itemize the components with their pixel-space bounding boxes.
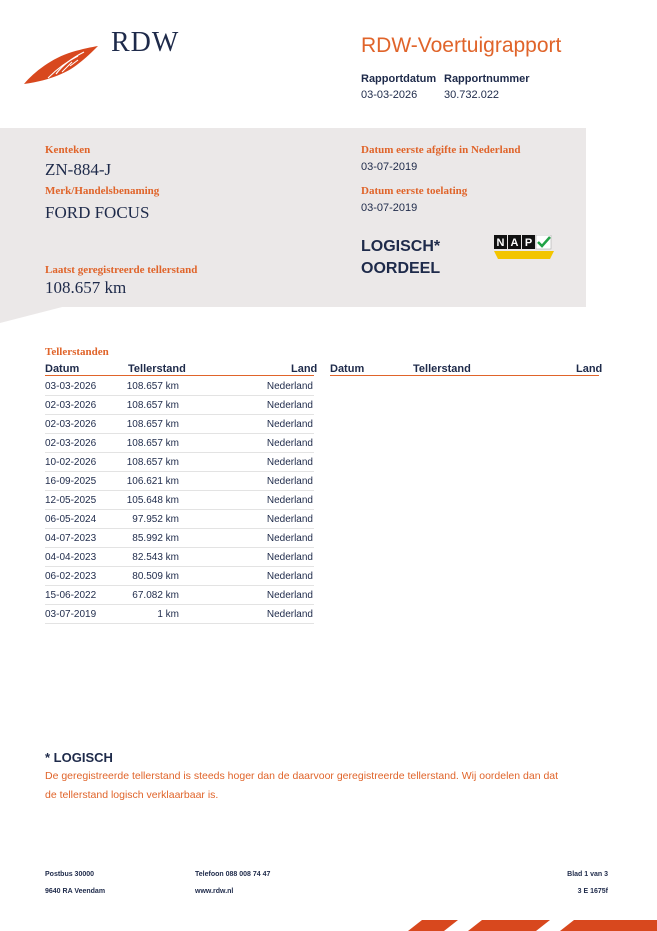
row-odometer: 85.992 km: [132, 533, 179, 544]
table-row: [45, 567, 314, 586]
table-row: [45, 586, 314, 605]
row-odometer: 80.509 km: [132, 571, 179, 582]
first-admission-value: 03-07-2019: [361, 202, 418, 214]
row-odometer: 108.657 km: [126, 457, 179, 468]
col-date-header: Datum: [45, 363, 80, 375]
decorative-stripes: [400, 920, 657, 931]
footer-phone: Telefoon 088 008 74 47: [195, 871, 271, 878]
row-country: Nederland: [266, 533, 313, 544]
row-country: Nederland: [266, 609, 313, 620]
row-country: Nederland: [266, 590, 313, 601]
note-text: De geregistreerde tellerstand is steeds hoger dan de daarvoor geregistreerde tellerstand. Wij oordelen dan dat de tellerstand logisch verklaarbaar is.: [45, 770, 559, 801]
row-odometer: 82.543 km: [132, 552, 179, 563]
readings-title: Tellerstanden: [45, 346, 109, 358]
nap-letter-n: N: [496, 237, 505, 249]
first-issue-label: Datum eerste afgifte in Nederland: [361, 144, 521, 156]
plate-label: Kenteken: [45, 144, 91, 156]
row-date: 02-03-2026: [45, 400, 97, 411]
row-odometer: 108.657 km: [126, 381, 179, 392]
table2-header-rule: [330, 375, 599, 376]
row-country: Nederland: [266, 457, 313, 468]
row-odometer: 67.082 km: [132, 590, 179, 601]
last-odometer-value: 108.657 km: [45, 278, 127, 297]
rdw-logo-icon: [22, 44, 100, 86]
nap-letter-a: A: [510, 237, 519, 249]
row-date: 06-02-2023: [45, 571, 97, 582]
verdict: [361, 236, 440, 280]
report-title: RDW-Voertuigrapport: [361, 34, 562, 57]
table-row: [45, 434, 314, 453]
nap-letter-p: P: [524, 237, 533, 249]
row-country: Nederland: [266, 552, 313, 563]
row-odometer: 108.657 km: [126, 400, 179, 411]
col-country-header: Land: [291, 363, 318, 375]
row-odometer: 108.657 km: [126, 419, 179, 430]
first-issue-value: 03-07-2019: [361, 161, 418, 173]
row-country: Nederland: [266, 381, 313, 392]
col2-date-header: Datum: [330, 363, 365, 375]
footer-page: Blad 1 van 3: [567, 871, 608, 878]
table-row: [45, 491, 314, 510]
footer-code: 3 E 1675f: [577, 888, 608, 895]
report-number: 30.732.022: [444, 89, 500, 101]
table-row: [45, 548, 314, 567]
table-row: [45, 605, 314, 624]
row-country: Nederland: [266, 476, 313, 487]
make-value: FORD FOCUS: [45, 203, 150, 222]
table-row: [45, 396, 314, 415]
row-date: 04-07-2023: [45, 533, 97, 544]
table-row: [45, 529, 314, 548]
row-country: Nederland: [266, 438, 313, 449]
row-date: 03-03-2026: [45, 381, 97, 392]
report-date: 03-03-2026: [361, 89, 418, 101]
row-country: Nederland: [266, 571, 313, 582]
footer-address-2: 9640 RA Veendam: [45, 888, 106, 895]
row-date: 06-05-2024: [45, 514, 97, 525]
note-title: * LOGISCH: [45, 750, 113, 765]
row-date: 04-04-2023: [45, 552, 97, 563]
row-odometer: 97.952 km: [132, 514, 179, 525]
report-number-label: Rapportnummer: [444, 73, 530, 85]
row-date: 10-02-2026: [45, 457, 97, 468]
footer-address-1: Postbus 30000: [45, 871, 95, 878]
nap-logo-icon: [494, 235, 554, 259]
last-odometer-label: Laatst geregistreerde tellerstand: [45, 264, 198, 276]
col2-country-header: Land: [576, 363, 603, 375]
row-date: 03-07-2019: [45, 609, 97, 620]
report-date-label: Rapportdatum: [361, 73, 437, 85]
row-date: 15-06-2022: [45, 590, 97, 601]
brand-name: RDW: [111, 27, 180, 58]
make-label: Merk/Handelsbenaming: [45, 185, 160, 197]
footer-website[interactable]: www.rdw.nl: [195, 888, 234, 895]
row-odometer: 105.648 km: [126, 495, 179, 506]
row-odometer: 108.657 km: [126, 438, 179, 449]
row-date: 16-09-2025: [45, 476, 97, 487]
row-date: 02-03-2026: [45, 419, 97, 430]
table-header-rule: [45, 375, 314, 376]
verdict-line-1: LOGISCH*: [361, 238, 441, 255]
row-country: Nederland: [266, 400, 313, 411]
plate-value: ZN-884-J: [45, 160, 112, 179]
first-admission-label: Datum eerste toelating: [361, 185, 468, 197]
row-odometer: 1 km: [157, 609, 179, 620]
table-row: [45, 377, 314, 396]
row-country: Nederland: [266, 495, 313, 506]
col-odometer-header: Tellerstand: [128, 363, 186, 375]
row-country: Nederland: [266, 514, 313, 525]
table-row: [45, 472, 314, 491]
verdict-line-2: OORDEEL: [361, 260, 441, 277]
row-date: 12-05-2025: [45, 495, 97, 506]
table-row: [45, 510, 314, 529]
readings-table: [45, 377, 314, 624]
summary-panel-tab: [0, 305, 70, 323]
col2-odometer-header: Tellerstand: [413, 363, 471, 375]
table-row: [45, 453, 314, 472]
row-odometer: 106.621 km: [126, 476, 179, 487]
table-row: [45, 415, 314, 434]
row-date: 02-03-2026: [45, 438, 97, 449]
row-country: Nederland: [266, 419, 313, 430]
